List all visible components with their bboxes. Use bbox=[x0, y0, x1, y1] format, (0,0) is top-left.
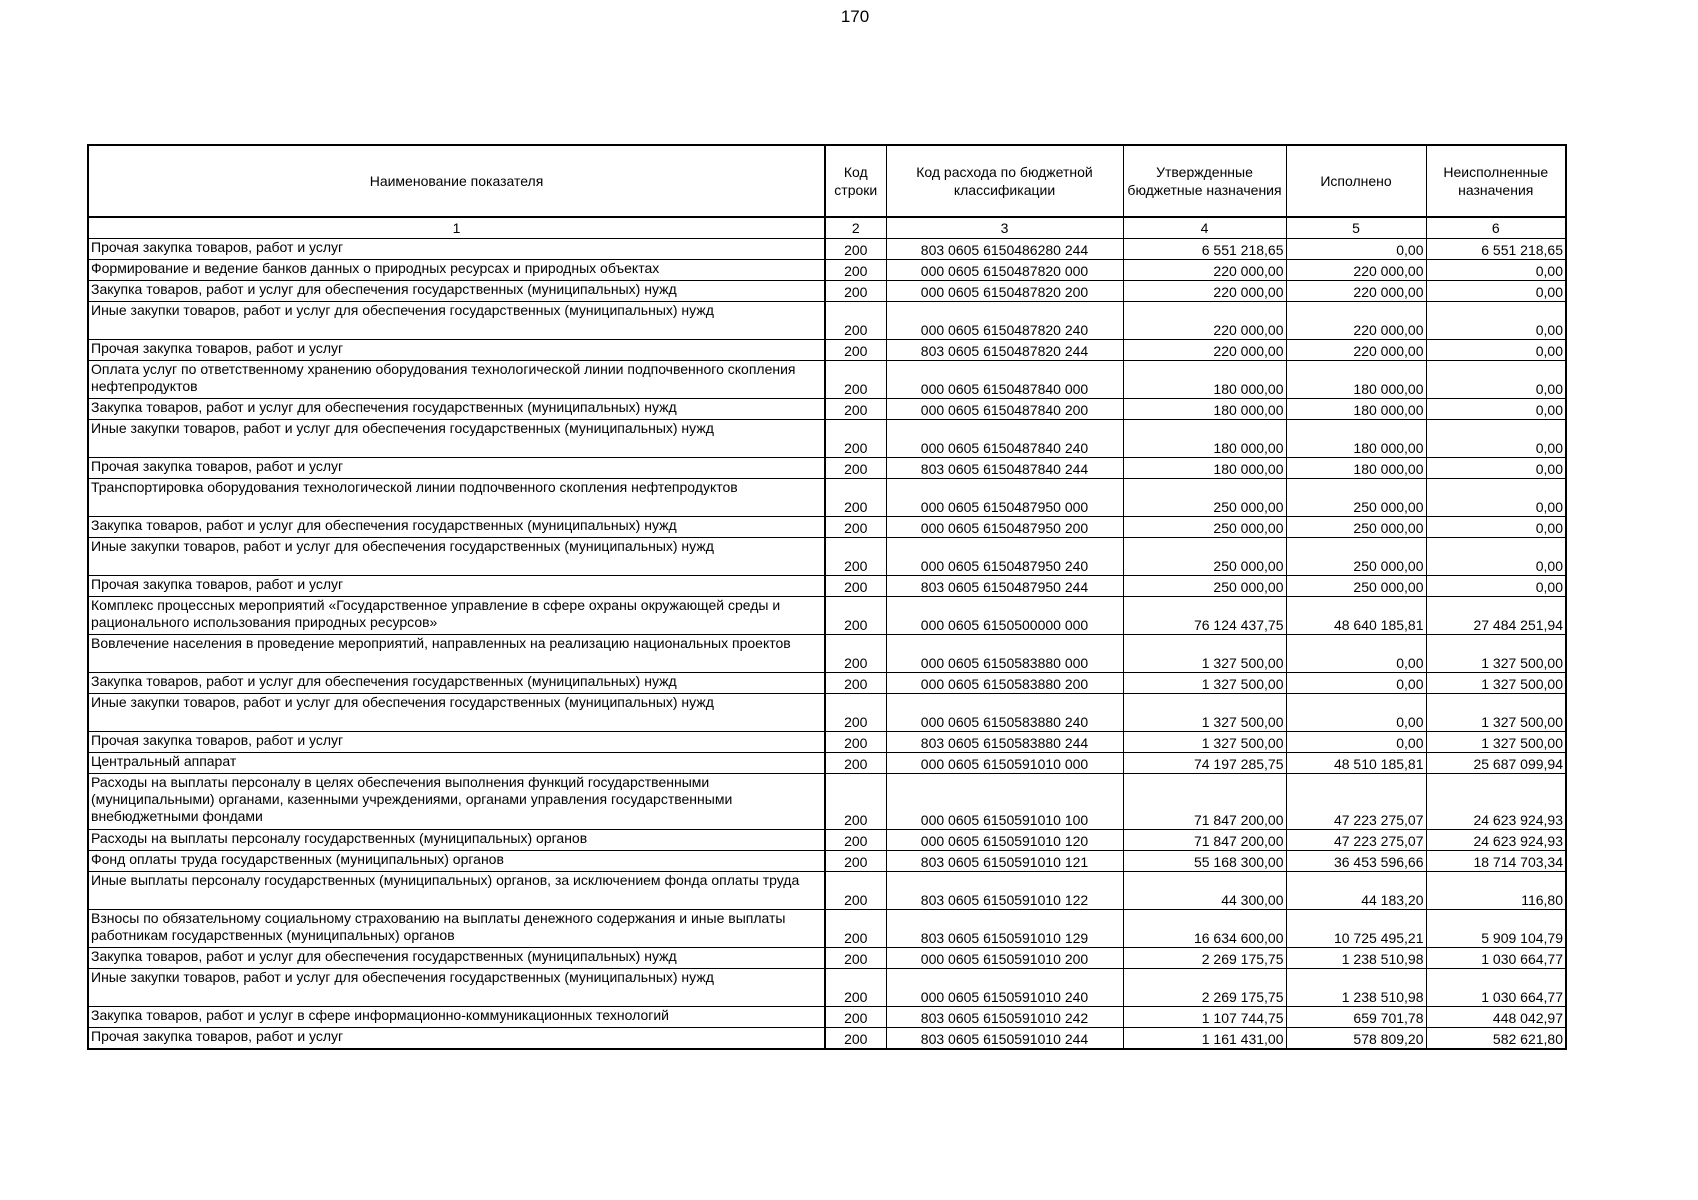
page-number: 170 bbox=[840, 7, 870, 26]
row-line-code: 200 bbox=[825, 597, 886, 635]
row-unexecuted: 448 042,97 bbox=[1426, 1007, 1566, 1028]
row-unexecuted: 0,00 bbox=[1426, 361, 1566, 399]
row-approved: 180 000,00 bbox=[1123, 361, 1286, 399]
row-executed: 180 000,00 bbox=[1286, 420, 1426, 458]
row-name: Иные закупки товаров, работ и услуг для обеспечения государственных (муниципальных) нужд bbox=[88, 302, 825, 340]
row-name: Оплата услуг по ответственному хранению оборудования технологической линии подпочвенного скопления нефтепродуктов bbox=[88, 361, 825, 399]
row-approved: 1 107 744,75 bbox=[1123, 1007, 1286, 1028]
row-name: Расходы на выплаты персоналу в целях обеспечения выполнения функций государственными (муниципальными) органами, казенными учреждениями, органами управления государственными внебюджетными фондами bbox=[88, 774, 825, 830]
row-line-code: 200 bbox=[825, 281, 886, 302]
row-unexecuted: 1 030 664,77 bbox=[1426, 948, 1566, 969]
table-body bbox=[88, 239, 1566, 1050]
row-name: Прочая закупка товаров, работ и услуг bbox=[88, 458, 825, 479]
row-budget-code: 000 0605 6150487840 000 bbox=[886, 361, 1123, 399]
row-name: Вовлечение населения в проведение мероприятий, направленных на реализацию национальных проектов bbox=[88, 635, 825, 673]
row-budget-code: 000 0605 6150591010 100 bbox=[886, 774, 1123, 830]
row-budget-code: 000 0605 6150583880 200 bbox=[886, 673, 1123, 694]
table-row bbox=[88, 597, 1566, 635]
row-approved: 220 000,00 bbox=[1123, 302, 1286, 340]
row-budget-code: 000 0605 6150487820 240 bbox=[886, 302, 1123, 340]
row-approved: 2 269 175,75 bbox=[1123, 948, 1286, 969]
row-name: Закупка товаров, работ и услуг для обеспечения государственных (муниципальных) нужд bbox=[88, 399, 825, 420]
row-executed: 36 453 596,66 bbox=[1286, 851, 1426, 872]
row-budget-code: 000 0605 6150487840 200 bbox=[886, 399, 1123, 420]
row-line-code: 200 bbox=[825, 458, 886, 479]
row-budget-code: 803 0605 6150591010 244 bbox=[886, 1028, 1123, 1050]
column-number: 5 bbox=[1286, 217, 1426, 239]
table-row bbox=[88, 1007, 1566, 1028]
row-unexecuted: 0,00 bbox=[1426, 576, 1566, 597]
row-budget-code: 000 0605 6150487950 000 bbox=[886, 479, 1123, 517]
row-unexecuted: 24 623 924,93 bbox=[1426, 774, 1566, 830]
row-name: Закупка товаров, работ и услуг для обеспечения государственных (муниципальных) нужд bbox=[88, 673, 825, 694]
row-name: Иные закупки товаров, работ и услуг для обеспечения государственных (муниципальных) нужд bbox=[88, 969, 825, 1007]
row-executed: 180 000,00 bbox=[1286, 399, 1426, 420]
table-row bbox=[88, 361, 1566, 399]
row-unexecuted: 1 327 500,00 bbox=[1426, 635, 1566, 673]
row-line-code: 200 bbox=[825, 851, 886, 872]
row-line-code: 200 bbox=[825, 774, 886, 830]
row-executed: 220 000,00 bbox=[1286, 340, 1426, 361]
row-unexecuted: 1 327 500,00 bbox=[1426, 694, 1566, 732]
table-row bbox=[88, 635, 1566, 673]
header-approved: Утвержденные бюджетные назначения bbox=[1123, 145, 1286, 217]
row-unexecuted: 25 687 099,94 bbox=[1426, 753, 1566, 774]
row-name: Прочая закупка товаров, работ и услуг bbox=[88, 732, 825, 753]
row-name: Закупка товаров, работ и услуг для обеспечения государственных (муниципальных) нужд bbox=[88, 517, 825, 538]
row-executed: 220 000,00 bbox=[1286, 260, 1426, 281]
row-budget-code: 000 0605 6150591010 240 bbox=[886, 969, 1123, 1007]
row-budget-code: 000 0605 6150500000 000 bbox=[886, 597, 1123, 635]
column-number: 1 bbox=[88, 217, 825, 239]
row-budget-code: 000 0605 6150487840 240 bbox=[886, 420, 1123, 458]
table-header-row bbox=[88, 145, 1566, 217]
row-line-code: 200 bbox=[825, 576, 886, 597]
row-name: Прочая закупка товаров, работ и услуг bbox=[88, 239, 825, 260]
row-name: Закупка товаров, работ и услуг в сфере информационно-коммуникационных технологий bbox=[88, 1007, 825, 1028]
row-executed: 44 183,20 bbox=[1286, 872, 1426, 910]
table-row bbox=[88, 340, 1566, 361]
table-row bbox=[88, 910, 1566, 948]
row-line-code: 200 bbox=[825, 830, 886, 851]
row-approved: 220 000,00 bbox=[1123, 260, 1286, 281]
table-row bbox=[88, 753, 1566, 774]
row-approved: 55 168 300,00 bbox=[1123, 851, 1286, 872]
row-executed: 1 238 510,98 bbox=[1286, 969, 1426, 1007]
table-row bbox=[88, 260, 1566, 281]
row-unexecuted: 116,80 bbox=[1426, 872, 1566, 910]
row-unexecuted: 0,00 bbox=[1426, 420, 1566, 458]
table-row bbox=[88, 830, 1566, 851]
table-row bbox=[88, 281, 1566, 302]
column-number: 6 bbox=[1426, 217, 1566, 239]
row-name: Фонд оплаты труда государственных (муниципальных) органов bbox=[88, 851, 825, 872]
row-approved: 1 327 500,00 bbox=[1123, 694, 1286, 732]
table-row bbox=[88, 1028, 1566, 1050]
row-unexecuted: 0,00 bbox=[1426, 458, 1566, 479]
row-budget-code: 803 0605 6150591010 242 bbox=[886, 1007, 1123, 1028]
header-executed: Исполнено bbox=[1286, 145, 1426, 217]
row-line-code: 200 bbox=[825, 420, 886, 458]
row-unexecuted: 0,00 bbox=[1426, 399, 1566, 420]
row-approved: 16 634 600,00 bbox=[1123, 910, 1286, 948]
table-row bbox=[88, 517, 1566, 538]
row-line-code: 200 bbox=[825, 753, 886, 774]
row-executed: 0,00 bbox=[1286, 635, 1426, 673]
row-budget-code: 000 0605 6150487950 200 bbox=[886, 517, 1123, 538]
column-number: 2 bbox=[825, 217, 886, 239]
row-unexecuted: 1 030 664,77 bbox=[1426, 969, 1566, 1007]
row-executed: 659 701,78 bbox=[1286, 1007, 1426, 1028]
table-row bbox=[88, 576, 1566, 597]
row-approved: 71 847 200,00 bbox=[1123, 830, 1286, 851]
row-approved: 1 327 500,00 bbox=[1123, 635, 1286, 673]
row-approved: 6 551 218,65 bbox=[1123, 239, 1286, 260]
row-name: Иные закупки товаров, работ и услуг для обеспечения государственных (муниципальных) нужд bbox=[88, 538, 825, 576]
row-approved: 44 300,00 bbox=[1123, 872, 1286, 910]
table-row bbox=[88, 948, 1566, 969]
row-unexecuted: 0,00 bbox=[1426, 281, 1566, 302]
table-row bbox=[88, 420, 1566, 458]
row-name: Иные закупки товаров, работ и услуг для обеспечения государственных (муниципальных) нужд bbox=[88, 694, 825, 732]
row-approved: 220 000,00 bbox=[1123, 281, 1286, 302]
row-name: Закупка товаров, работ и услуг для обеспечения государственных (муниципальных) нужд bbox=[88, 948, 825, 969]
row-executed: 578 809,20 bbox=[1286, 1028, 1426, 1050]
row-name: Иные закупки товаров, работ и услуг для обеспечения государственных (муниципальных) нужд bbox=[88, 420, 825, 458]
row-line-code: 200 bbox=[825, 1007, 886, 1028]
row-executed: 220 000,00 bbox=[1286, 302, 1426, 340]
table-row bbox=[88, 239, 1566, 260]
row-name: Прочая закупка товаров, работ и услуг bbox=[88, 1028, 825, 1050]
row-name: Формирование и ведение банков данных о природных ресурсах и природных объектах bbox=[88, 260, 825, 281]
row-budget-code: 000 0605 6150487820 200 bbox=[886, 281, 1123, 302]
row-approved: 76 124 437,75 bbox=[1123, 597, 1286, 635]
row-approved: 74 197 285,75 bbox=[1123, 753, 1286, 774]
column-number: 4 bbox=[1123, 217, 1286, 239]
row-line-code: 200 bbox=[825, 635, 886, 673]
table-row bbox=[88, 538, 1566, 576]
row-unexecuted: 27 484 251,94 bbox=[1426, 597, 1566, 635]
row-approved: 2 269 175,75 bbox=[1123, 969, 1286, 1007]
row-executed: 48 510 185,81 bbox=[1286, 753, 1426, 774]
row-line-code: 200 bbox=[825, 479, 886, 517]
row-line-code: 200 bbox=[825, 517, 886, 538]
row-line-code: 200 bbox=[825, 340, 886, 361]
row-budget-code: 803 0605 6150486280 244 bbox=[886, 239, 1123, 260]
row-unexecuted: 0,00 bbox=[1426, 260, 1566, 281]
row-unexecuted: 582 621,80 bbox=[1426, 1028, 1566, 1050]
row-executed: 250 000,00 bbox=[1286, 517, 1426, 538]
row-name: Прочая закупка товаров, работ и услуг bbox=[88, 340, 825, 361]
row-approved: 1 161 431,00 bbox=[1123, 1028, 1286, 1050]
row-line-code: 200 bbox=[825, 732, 886, 753]
row-budget-code: 000 0605 6150591010 120 bbox=[886, 830, 1123, 851]
table-row bbox=[88, 774, 1566, 830]
row-unexecuted: 0,00 bbox=[1426, 340, 1566, 361]
row-name: Транспортировка оборудования технологической линии подпочвенного скопления нефтепродуктов bbox=[88, 479, 825, 517]
row-executed: 0,00 bbox=[1286, 732, 1426, 753]
row-budget-code: 803 0605 6150487820 244 bbox=[886, 340, 1123, 361]
row-unexecuted: 24 623 924,93 bbox=[1426, 830, 1566, 851]
row-line-code: 200 bbox=[825, 694, 886, 732]
column-number-row bbox=[88, 217, 1566, 239]
table-row bbox=[88, 458, 1566, 479]
row-approved: 71 847 200,00 bbox=[1123, 774, 1286, 830]
row-executed: 47 223 275,07 bbox=[1286, 830, 1426, 851]
row-unexecuted: 6 551 218,65 bbox=[1426, 239, 1566, 260]
row-line-code: 200 bbox=[825, 260, 886, 281]
row-line-code: 200 bbox=[825, 399, 886, 420]
row-unexecuted: 5 909 104,79 bbox=[1426, 910, 1566, 948]
row-approved: 180 000,00 bbox=[1123, 458, 1286, 479]
row-line-code: 200 bbox=[825, 910, 886, 948]
row-unexecuted: 0,00 bbox=[1426, 517, 1566, 538]
row-line-code: 200 bbox=[825, 948, 886, 969]
row-line-code: 200 bbox=[825, 673, 886, 694]
table-row bbox=[88, 673, 1566, 694]
row-budget-code: 000 0605 6150487820 000 bbox=[886, 260, 1123, 281]
row-line-code: 200 bbox=[825, 239, 886, 260]
column-number: 3 bbox=[886, 217, 1123, 239]
row-approved: 180 000,00 bbox=[1123, 420, 1286, 458]
row-approved: 1 327 500,00 bbox=[1123, 673, 1286, 694]
row-executed: 47 223 275,07 bbox=[1286, 774, 1426, 830]
row-executed: 10 725 495,21 bbox=[1286, 910, 1426, 948]
row-line-code: 200 bbox=[825, 538, 886, 576]
row-approved: 220 000,00 bbox=[1123, 340, 1286, 361]
header-unexecuted: Неисполненные назначения bbox=[1426, 145, 1566, 217]
row-budget-code: 803 0605 6150591010 129 bbox=[886, 910, 1123, 948]
row-budget-code: 803 0605 6150487840 244 bbox=[886, 458, 1123, 479]
table-row bbox=[88, 872, 1566, 910]
row-approved: 1 327 500,00 bbox=[1123, 732, 1286, 753]
table-row bbox=[88, 851, 1566, 872]
row-approved: 250 000,00 bbox=[1123, 517, 1286, 538]
row-name: Иные выплаты персоналу государственных (муниципальных) органов, за исключением фонда оплаты труда bbox=[88, 872, 825, 910]
row-executed: 0,00 bbox=[1286, 694, 1426, 732]
row-executed: 180 000,00 bbox=[1286, 458, 1426, 479]
row-executed: 48 640 185,81 bbox=[1286, 597, 1426, 635]
table-row bbox=[88, 302, 1566, 340]
row-unexecuted: 0,00 bbox=[1426, 302, 1566, 340]
row-name: Взносы по обязательному социальному страхованию на выплаты денежного содержания и иные выплаты работникам государственных (муниципальных) органов bbox=[88, 910, 825, 948]
row-name: Прочая закупка товаров, работ и услуг bbox=[88, 576, 825, 597]
header-line-code: Код строки bbox=[825, 145, 886, 217]
row-line-code: 200 bbox=[825, 872, 886, 910]
row-unexecuted: 1 327 500,00 bbox=[1426, 732, 1566, 753]
row-executed: 250 000,00 bbox=[1286, 538, 1426, 576]
table-row bbox=[88, 969, 1566, 1007]
row-line-code: 200 bbox=[825, 361, 886, 399]
table-row bbox=[88, 479, 1566, 517]
row-unexecuted: 1 327 500,00 bbox=[1426, 673, 1566, 694]
row-unexecuted: 0,00 bbox=[1426, 479, 1566, 517]
row-line-code: 200 bbox=[825, 1028, 886, 1050]
row-executed: 180 000,00 bbox=[1286, 361, 1426, 399]
row-line-code: 200 bbox=[825, 969, 886, 1007]
row-executed: 1 238 510,98 bbox=[1286, 948, 1426, 969]
row-budget-code: 803 0605 6150487950 244 bbox=[886, 576, 1123, 597]
row-unexecuted: 18 714 703,34 bbox=[1426, 851, 1566, 872]
header-name: Наименование показателя bbox=[88, 145, 825, 217]
row-executed: 0,00 bbox=[1286, 673, 1426, 694]
row-executed: 250 000,00 bbox=[1286, 576, 1426, 597]
row-budget-code: 803 0605 6150583880 244 bbox=[886, 732, 1123, 753]
row-approved: 250 000,00 bbox=[1123, 576, 1286, 597]
row-name: Центральный аппарат bbox=[88, 753, 825, 774]
row-budget-code: 000 0605 6150591010 000 bbox=[886, 753, 1123, 774]
row-budget-code: 803 0605 6150591010 122 bbox=[886, 872, 1123, 910]
row-budget-code: 803 0605 6150591010 121 bbox=[886, 851, 1123, 872]
row-executed: 0,00 bbox=[1286, 239, 1426, 260]
row-line-code: 200 bbox=[825, 302, 886, 340]
row-budget-code: 000 0605 6150487950 240 bbox=[886, 538, 1123, 576]
row-approved: 250 000,00 bbox=[1123, 479, 1286, 517]
row-approved: 180 000,00 bbox=[1123, 399, 1286, 420]
row-budget-code: 000 0605 6150591010 200 bbox=[886, 948, 1123, 969]
table-row bbox=[88, 694, 1566, 732]
row-name: Закупка товаров, работ и услуг для обеспечения государственных (муниципальных) нужд bbox=[88, 281, 825, 302]
row-name: Расходы на выплаты персоналу государственных (муниципальных) органов bbox=[88, 830, 825, 851]
row-budget-code: 000 0605 6150583880 240 bbox=[886, 694, 1123, 732]
row-approved: 250 000,00 bbox=[1123, 538, 1286, 576]
row-budget-code: 000 0605 6150583880 000 bbox=[886, 635, 1123, 673]
header-budget-code: Код расхода по бюджетной классификации bbox=[886, 145, 1123, 217]
row-name: Комплекс процессных мероприятий «Государственное управление в сфере охраны окружающей среды и рационального использования природных ресурсов» bbox=[88, 597, 825, 635]
table-row bbox=[88, 732, 1566, 753]
table-row bbox=[88, 399, 1566, 420]
row-executed: 220 000,00 bbox=[1286, 281, 1426, 302]
row-unexecuted: 0,00 bbox=[1426, 538, 1566, 576]
budget-execution-table bbox=[87, 144, 1567, 1050]
row-executed: 250 000,00 bbox=[1286, 479, 1426, 517]
